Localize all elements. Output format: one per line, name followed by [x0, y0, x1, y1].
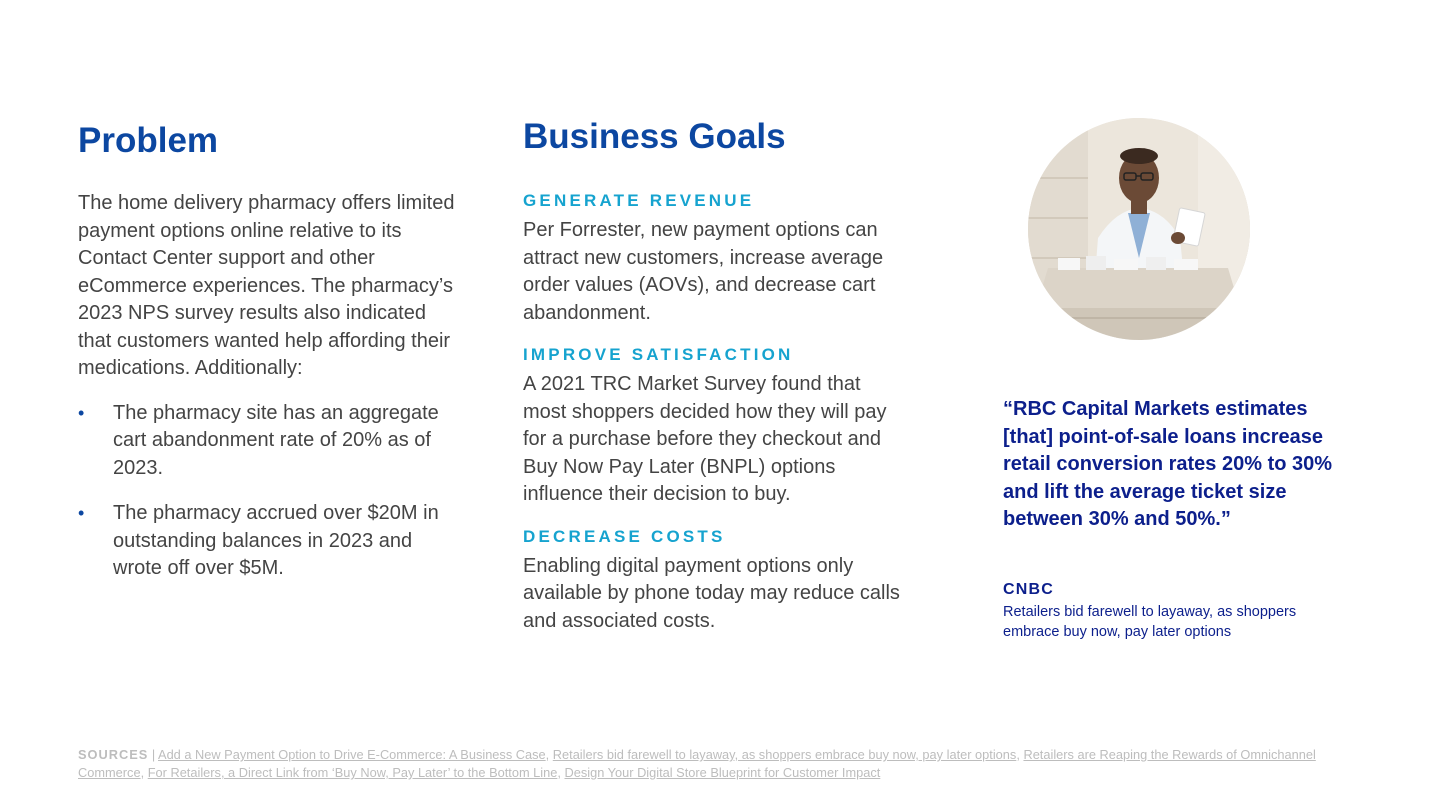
- bullet-text: The pharmacy site has an aggregate cart abandonment rate of 20% as of 2023.: [113, 401, 439, 479]
- bullet-item: [78, 400, 458, 483]
- pharmacist-photo: [1028, 118, 1250, 340]
- pharmacist-illustration: [1028, 118, 1250, 340]
- goal-text: A 2021 TRC Market Survey found that most shoppers decided how they will pay for a purchase before they checkout and Buy Now Pay Later (BNPL) options influence their decision to buy.: [523, 373, 887, 505]
- business-goals-title: Business Goals: [523, 117, 786, 156]
- problem-title: Problem: [78, 121, 219, 160]
- sources-label: SOURCES: [78, 747, 149, 762]
- sources-footer: SOURCES | Add a New Payment Option to Drive E-Commerce: A Business Case, Retailers bid farewell to layaway, as shoppers embrace buy now, pay later options, Retailers are Reaping the Rewards of Omnichannel Commerce, For Retailers, a Direct Link from ‘Buy Now, Pay Later’ to the Bottom Line, Design Your Digital Store Blueprint for Customer Impact: [78, 747, 1316, 780]
- bullet-text: The pharmacy accrued over $20M in outstanding balances in 2023 and wrote off over $5M.: [113, 502, 439, 579]
- source-link[interactable]: Retailers are Reaping the Rewards of Omnichannel Commerce: [78, 747, 1316, 780]
- source-link[interactable]: Add a New Payment Option to Drive E-Commerce: A Business Case: [158, 747, 546, 762]
- problem-paragraph: The home delivery pharmacy offers limited payment options online relative to its Contact Center support and other eCommerce experiences. The pharmacy’s 2023 NPS survey results also indicated that customers wanted help affording their medications. Additionally:: [78, 192, 455, 379]
- goal-decrease-costs: [523, 526, 903, 636]
- problem-bullet-list: [78, 400, 458, 583]
- goal-improve-satisfaction: [523, 344, 903, 509]
- bullet-icon: •: [78, 503, 85, 523]
- goal-heading: GENERATE REVENUE: [523, 191, 755, 210]
- sources-separator: |: [148, 747, 159, 762]
- quote-source: CNBC: [1003, 581, 1055, 598]
- source-link[interactable]: Retailers bid farewell to layaway, as shoppers embrace buy now, pay later options: [552, 747, 1017, 762]
- source-link[interactable]: Design Your Digital Store Blueprint for Customer Impact: [564, 765, 881, 780]
- bullet-item: [78, 500, 458, 583]
- problem-section: [78, 118, 458, 601]
- goal-heading: IMPROVE SATISFACTION: [523, 345, 794, 364]
- goal-text: Enabling digital payment options only available by phone today may reduce calls and associated costs.: [523, 554, 900, 632]
- quote-text: “RBC Capital Markets estimates [that] point-of-sale loans increase retail conversion rates 20% to 30% and lift the average ticket size between 30% and 50%.”: [1003, 398, 1333, 530]
- goal-text: Per Forrester, new payment options can attract new customers, increase average order values (AOVs), and decrease cart abandonment.: [523, 219, 884, 324]
- goal-generate-revenue: [523, 190, 903, 327]
- source-link[interactable]: For Retailers, a Direct Link from ‘Buy Now, Pay Later’ to the Bottom Line: [147, 765, 558, 780]
- bullet-icon: •: [78, 402, 85, 423]
- goal-heading: DECREASE COSTS: [523, 526, 726, 546]
- business-goals-section: [523, 114, 903, 635]
- quote-source-title: Retailers bid farewell to layaway, as shoppers embrace buy now, pay later options: [1003, 604, 1297, 640]
